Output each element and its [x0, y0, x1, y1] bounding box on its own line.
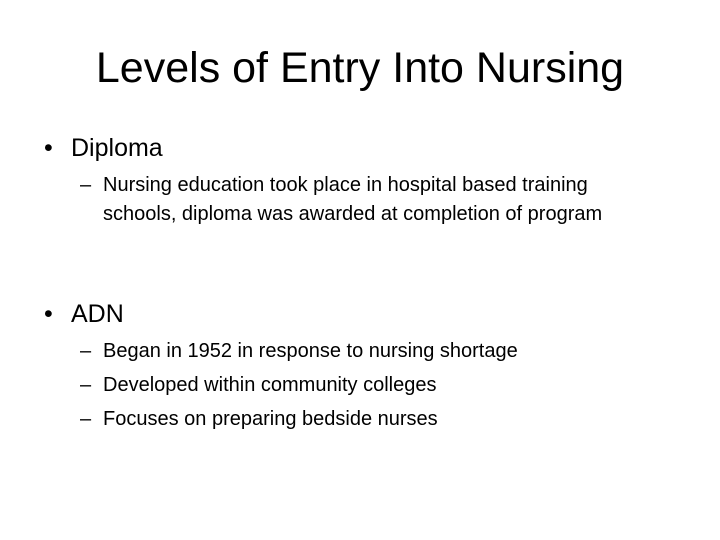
sub-bullet	[80, 405, 680, 434]
sub-bullet	[80, 337, 680, 366]
dash-glyph: –	[80, 408, 92, 430]
sub-bullet-text: Focuses on preparing bedside nurses	[103, 408, 438, 430]
bullet-heading: Diploma	[71, 134, 163, 162]
bullet-glyph: •	[44, 300, 53, 328]
bullet-heading: ADN	[71, 300, 124, 328]
sub-bullet-text: Developed within community colleges	[103, 374, 437, 396]
bullet-glyph: •	[44, 134, 53, 162]
sub-bullet	[80, 171, 660, 229]
sub-bullet	[80, 371, 680, 400]
dash-glyph: –	[80, 374, 92, 396]
dash-glyph: –	[80, 174, 92, 196]
sub-bullet-text: Began in 1952 in response to nursing shortage	[103, 340, 518, 362]
slide-title: Levels of Entry Into Nursing	[95, 44, 625, 92]
dash-glyph: –	[80, 340, 92, 362]
sub-bullet-text: Nursing education took place in hospital based training schools, diploma was awarded at completion of program	[103, 174, 603, 225]
